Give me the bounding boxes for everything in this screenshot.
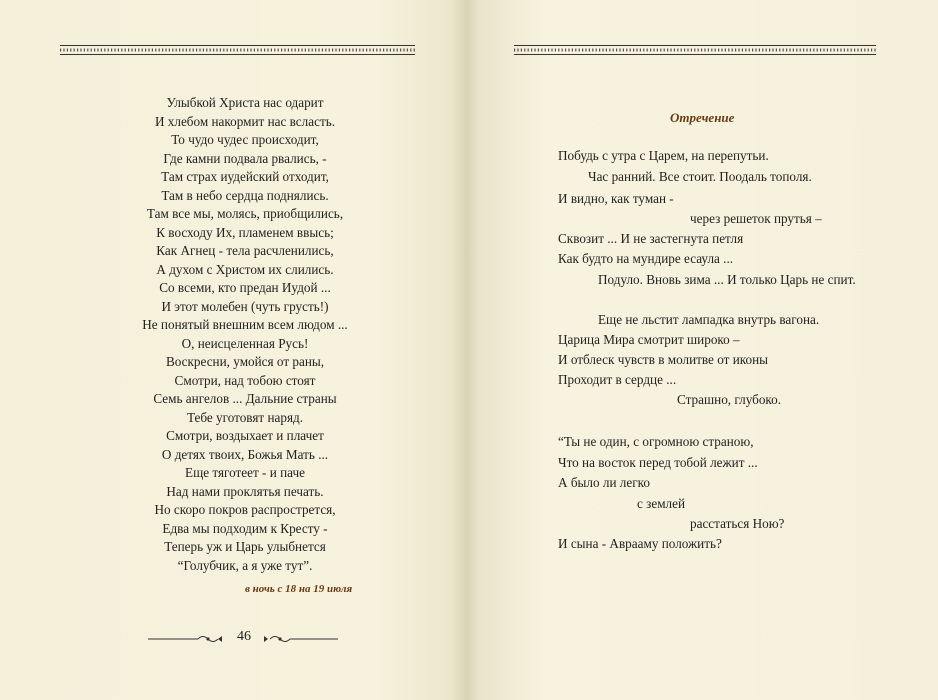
poem-line: Там в небо сердца поднялись. (161, 187, 329, 203)
poem-line: К восходу Их, пламенем ввысь; (156, 224, 334, 240)
poem-line: Над нами проклятья печать. (166, 483, 324, 499)
poem-line: Побудь с утра с Царем, на перепутьи. (558, 148, 769, 163)
poem-line: И сына - Аврааму положить? (558, 536, 722, 551)
poem-line: Улыбкой Христа нас одарит (166, 95, 324, 110)
poem-line: Страшно, глубоко. (677, 392, 782, 407)
poem-line: И видно, как туман - (558, 191, 674, 206)
right-page (470, 0, 938, 700)
page-footer (148, 629, 338, 649)
poem-line: То чудо чудес происходит, (171, 132, 319, 147)
footer-flourish-right-icon (262, 634, 338, 644)
poem-line: И хлебом накормит нас всласть. (154, 113, 336, 129)
poem-line: Едва мы подходим к Кресту - (162, 520, 328, 536)
poem-dateline: в ночь с 18 на 19 июля (245, 583, 353, 595)
poem-line: расстаться Ною? (690, 516, 785, 531)
poem-line: Там страх иудейский отходит, (161, 169, 329, 184)
left-page (0, 0, 468, 700)
poem-line: Там все мы, молясь, приобщились, (146, 206, 344, 221)
poem-line: Еще тяготеет - и паче (185, 465, 305, 480)
poem-line: Час ранний. Все стоит. Поодаль тополя. (588, 169, 812, 184)
poem-line: И этот молебен (чуть грусть!) (161, 298, 329, 314)
poem-line: “Голубчик, а я уже тут”. (177, 557, 313, 573)
poem-line: с землей (637, 496, 686, 511)
poem-line: Воскресни, умойся от раны, (165, 354, 325, 369)
top-ornament-rule-left (60, 44, 415, 56)
top-ornament-rule-right (514, 44, 876, 56)
poem-line: Царица Мира смотрит широко – (558, 332, 740, 347)
poem-line: через решеток прутья – (690, 211, 822, 226)
poem-line: А было ли легко (558, 475, 650, 490)
poem-line: Со всеми, кто предан Иудой ... (159, 280, 331, 295)
poem-line: Но скоро покров распрострется, (154, 502, 336, 517)
poem-line: Смотри, над тобою стоят (174, 372, 316, 388)
poem-line: Как Агнец - тела расчленились, (156, 243, 334, 258)
poem-line: Смотри, воздыхает и плачет (166, 428, 324, 443)
poem-line: Где камни подвала рвались, - (163, 150, 327, 166)
poem-line: Теперь уж и Царь улыбнется (164, 539, 326, 554)
poem-line: “Ты не один, с огромною страною, (558, 434, 754, 449)
poem-line: Не понятый внешним всем людом ... (142, 317, 348, 332)
poem-line: Проходит в сердце ... (558, 372, 677, 387)
poem-line: О, неисцеленная Русь! (181, 335, 309, 351)
poem-line: Что на восток перед тобой лежит ... (558, 455, 758, 470)
decorative-border-icon (60, 44, 415, 56)
poem-line: Тебе уготовят наряд. (186, 409, 304, 425)
poem-line: Как будто на мундире есаула ... (558, 251, 734, 266)
poem-left (60, 94, 430, 575)
poem-line: Еще не льстит лампадка внутрь вагона. (598, 312, 820, 327)
poem-line: А духом с Христом их слились. (156, 261, 334, 277)
poem-line: О детях твоих, Божья Мать ... (161, 446, 329, 462)
poem-title: Отречение (670, 110, 735, 125)
page-number: 46 (237, 629, 251, 644)
decorative-border-icon (514, 44, 876, 56)
poem-line: И отблеск чувств в молитве от иконы (558, 352, 768, 367)
footer-flourish-left-icon (148, 634, 226, 644)
poem-line: Подуло. Вновь зима ... И только Царь не спит. (598, 272, 856, 287)
poem-line: Семь ангелов ... Дальние страны (153, 391, 337, 406)
poem-line: Сквозит ... И не застегнута петля (558, 231, 744, 246)
